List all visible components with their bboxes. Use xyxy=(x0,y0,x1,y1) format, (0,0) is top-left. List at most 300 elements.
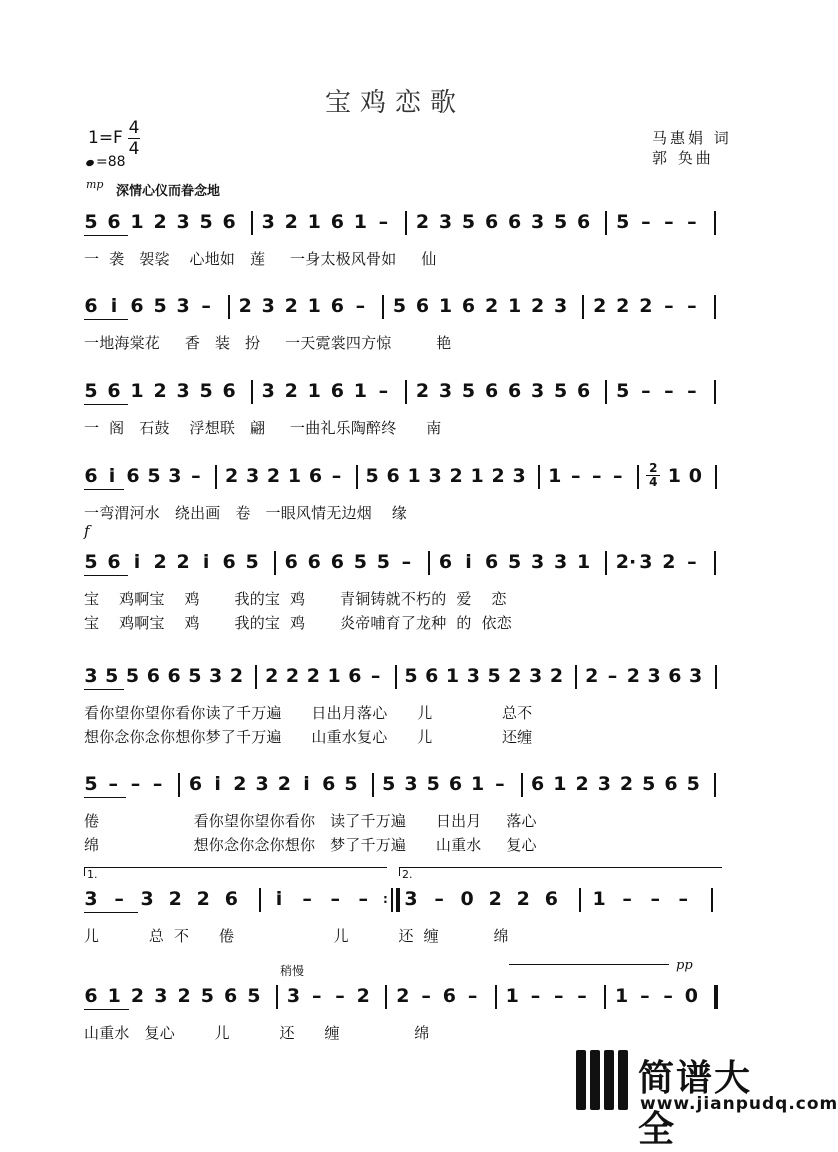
note: 6 xyxy=(415,295,430,317)
note: i xyxy=(108,465,116,487)
lyrics-line: 想你念你念你想你梦了千万遍 山重水复心 儿 还缠 xyxy=(84,728,533,746)
note: 6 xyxy=(307,551,321,573)
note: 0 xyxy=(684,985,699,1007)
note: 3 xyxy=(255,773,269,795)
note: – xyxy=(114,888,124,910)
note: 5 xyxy=(84,773,98,795)
lyrics-line: 一 阁 石鼓 浮想联 翩 一曲礼乐陶醉终 南 xyxy=(84,419,442,437)
barline xyxy=(274,551,276,575)
note: 2 xyxy=(265,665,279,687)
note: 5 xyxy=(245,551,259,573)
logo-text: 简谱大全 xyxy=(638,1058,753,1150)
note: – xyxy=(687,551,697,573)
beam-underline xyxy=(84,912,138,913)
lyrics-line: 一弯渭河水 绕出画 卷 一眼风情无边烟 缘 xyxy=(84,504,407,522)
note: 6 xyxy=(330,380,344,402)
score-system xyxy=(84,292,730,352)
notes-row xyxy=(84,377,730,407)
note: 2 xyxy=(284,211,298,233)
note: 5 xyxy=(554,380,568,402)
note: 6 xyxy=(222,211,236,233)
note: – xyxy=(434,888,444,910)
time-signature xyxy=(128,118,140,159)
note: 3 xyxy=(176,211,190,233)
note: 3 xyxy=(261,295,275,317)
notes-row xyxy=(84,462,730,492)
note: – xyxy=(378,380,389,402)
barline xyxy=(495,985,497,1009)
note: 3 xyxy=(466,665,480,687)
note: 0 xyxy=(460,888,474,910)
note: 6 xyxy=(107,380,121,402)
note: 6 xyxy=(84,465,98,487)
note: 2 xyxy=(619,773,634,795)
note: 5 xyxy=(554,211,568,233)
note: 6 xyxy=(222,551,236,573)
note: 5 xyxy=(616,380,630,402)
note: 2 xyxy=(153,211,167,233)
note: i xyxy=(133,551,141,573)
note: 2 xyxy=(229,665,244,687)
note: 6 xyxy=(484,551,499,573)
note: 3 xyxy=(529,665,543,687)
logo-url: www.jianpudq.com xyxy=(640,1094,838,1114)
lyrics-line: 宝 鸡啊宝 鸡 我的宝 鸡 青铜铸就不朽的 爱 恋 xyxy=(84,590,507,608)
beam-underline xyxy=(84,797,126,798)
note: 2 xyxy=(176,551,190,573)
note: 0 xyxy=(688,465,702,487)
note: 5 xyxy=(188,665,202,687)
note: – xyxy=(201,295,211,317)
note: 6 xyxy=(188,773,203,795)
barline xyxy=(259,888,261,912)
note: – xyxy=(495,773,505,795)
note: 1 xyxy=(614,985,629,1007)
note: 3 xyxy=(140,888,154,910)
note: 2 xyxy=(415,380,430,402)
note: 6 xyxy=(222,380,236,402)
note: 2 xyxy=(285,665,300,687)
beam-underline xyxy=(84,319,128,320)
note: 6 xyxy=(448,773,463,795)
note: 2 xyxy=(488,888,502,910)
note: 1 xyxy=(287,465,302,487)
note: 3 xyxy=(404,888,418,910)
note: 3 xyxy=(530,551,545,573)
note: – xyxy=(130,773,141,795)
note: 1 xyxy=(107,985,121,1007)
note: – xyxy=(622,888,632,910)
note: 3 xyxy=(245,465,260,487)
note: 6 xyxy=(544,888,558,910)
score-system xyxy=(84,770,730,854)
note: 1 xyxy=(407,465,421,487)
note: 1 xyxy=(445,665,460,687)
note: 3 xyxy=(438,211,453,233)
score-system xyxy=(84,868,730,945)
note: 5 xyxy=(392,295,407,317)
note: 1 xyxy=(353,211,367,233)
note: 2 xyxy=(130,985,145,1007)
note: 5 xyxy=(382,773,396,795)
note: 3 xyxy=(209,665,223,687)
note: 6 xyxy=(284,551,298,573)
note: 3 xyxy=(438,380,453,402)
note: 2 xyxy=(284,380,298,402)
note: 3 xyxy=(286,985,301,1007)
note: – xyxy=(331,465,342,487)
beam-underline xyxy=(84,235,128,236)
note: – xyxy=(687,380,697,402)
barline xyxy=(382,295,384,319)
tempo-value: =88 xyxy=(96,154,126,170)
notes-row xyxy=(84,208,730,238)
barline xyxy=(605,380,607,404)
note: 5 xyxy=(353,551,367,573)
note: 3 xyxy=(428,465,442,487)
note: 1 xyxy=(470,465,484,487)
lyrics-line: 看你望你望你看你读了千万遍 日出月落心 儿 总不 xyxy=(84,704,533,722)
note: 3 xyxy=(404,773,418,795)
beam-underline xyxy=(84,575,128,576)
note: 6 xyxy=(322,773,336,795)
note: 6 xyxy=(330,295,344,317)
note: 1 xyxy=(553,773,567,795)
note: i xyxy=(202,551,210,573)
note: 5 xyxy=(507,551,522,573)
barline xyxy=(405,211,407,235)
note: 3 xyxy=(261,380,275,402)
note: 2 xyxy=(585,665,599,687)
final-barline xyxy=(714,985,718,1009)
note: 3 xyxy=(530,211,545,233)
note: 1 xyxy=(327,665,341,687)
first-ending-bracket: 1. xyxy=(84,867,387,876)
note: – xyxy=(641,211,651,233)
note: 1 xyxy=(130,211,144,233)
note: 2· xyxy=(615,551,637,573)
note: 5 xyxy=(461,380,476,402)
note: 2 xyxy=(177,985,191,1007)
barline xyxy=(605,211,607,235)
note: 2 xyxy=(196,888,210,910)
note: 6 xyxy=(130,295,144,317)
note: 2 xyxy=(616,295,630,317)
barline xyxy=(395,665,397,689)
score-system xyxy=(84,461,730,522)
barline xyxy=(521,773,523,797)
note: 1 xyxy=(592,888,606,910)
note: – xyxy=(355,295,366,317)
note: 6 xyxy=(664,773,678,795)
barline xyxy=(251,211,253,235)
note: – xyxy=(678,888,689,910)
barline xyxy=(215,465,217,489)
note: 2 xyxy=(575,773,589,795)
note: 6 xyxy=(330,551,344,573)
note: 1 xyxy=(130,380,144,402)
note: 2 xyxy=(306,665,320,687)
note: – xyxy=(664,211,674,233)
note: 3 xyxy=(639,551,653,573)
note: 2 xyxy=(153,380,167,402)
key-signature: 1=F xyxy=(88,128,123,148)
note: 6 xyxy=(577,211,591,233)
note: 2 xyxy=(168,888,182,910)
note: 2 xyxy=(639,295,653,317)
beam-underline xyxy=(84,489,124,490)
note: – xyxy=(358,888,369,910)
barline xyxy=(575,665,577,689)
time-signature-top: 4 xyxy=(128,118,140,138)
note: 3 xyxy=(261,211,275,233)
note: 1 xyxy=(577,551,591,573)
time-signature-change: 2 4 xyxy=(646,462,660,489)
song-title: 宝鸡恋歌 xyxy=(324,88,465,118)
note: 3 xyxy=(168,465,182,487)
note: 3 xyxy=(512,465,526,487)
note: 6 xyxy=(126,465,140,487)
note: 6 xyxy=(461,295,476,317)
note: 3 xyxy=(176,380,190,402)
note: – xyxy=(311,985,322,1007)
note: 2 xyxy=(549,665,564,687)
note: 3 xyxy=(176,295,190,317)
note: 2 xyxy=(491,465,505,487)
note: – xyxy=(330,888,340,910)
note: 1 xyxy=(353,380,367,402)
note: – xyxy=(378,211,389,233)
note: 3 xyxy=(530,380,545,402)
note: – xyxy=(664,380,674,402)
note: i xyxy=(110,295,118,317)
tempo-change-text: 稍慢 xyxy=(280,964,305,978)
decrescendo-hairpin xyxy=(509,964,669,965)
note: – xyxy=(570,465,581,487)
note: 6 xyxy=(146,665,160,687)
note: – xyxy=(530,985,541,1007)
note: 5 xyxy=(147,465,161,487)
score-system xyxy=(84,208,730,268)
score-system xyxy=(84,958,730,1042)
note: 6 xyxy=(330,211,344,233)
note: – xyxy=(577,985,587,1007)
note: 5 xyxy=(84,551,98,573)
note: 3 xyxy=(689,665,703,687)
barline xyxy=(637,465,639,489)
note: 2 xyxy=(356,985,370,1007)
note: 2 xyxy=(277,773,291,795)
note: 6 xyxy=(84,985,98,1007)
note: 2 xyxy=(484,295,499,317)
repeat-barline-thick xyxy=(396,888,400,912)
note: 6 xyxy=(484,380,499,402)
barline xyxy=(714,380,716,404)
note: 6 xyxy=(531,773,545,795)
note: 6 xyxy=(167,665,181,687)
note: 2 xyxy=(516,888,530,910)
note: – xyxy=(612,465,623,487)
barline xyxy=(251,380,253,404)
note: 3 xyxy=(84,888,98,910)
note: 2 xyxy=(284,295,298,317)
barline xyxy=(178,773,180,797)
note: 2 xyxy=(233,773,247,795)
note: 3 xyxy=(554,551,568,573)
note: i xyxy=(275,888,283,910)
repeat-dots: : xyxy=(382,892,388,906)
note: 3 xyxy=(154,985,168,1007)
barline xyxy=(276,985,278,1009)
barline xyxy=(538,465,540,489)
note: 3 xyxy=(597,773,611,795)
note: 5 xyxy=(642,773,656,795)
score-system xyxy=(84,662,730,746)
lyrics-line: 一地海棠花 香 装 扮 一天霓裳四方惊 艳 xyxy=(84,334,452,352)
note: 5 xyxy=(125,665,140,687)
notes-row xyxy=(84,770,730,800)
note: 1 xyxy=(471,773,485,795)
barline xyxy=(405,380,407,404)
note: 5 xyxy=(200,985,214,1007)
note: 1 xyxy=(548,465,562,487)
note: 5 xyxy=(426,773,440,795)
note: 6 xyxy=(507,380,522,402)
quarter-note-icon xyxy=(85,159,95,167)
note: 5 xyxy=(404,665,418,687)
note: 6 xyxy=(224,985,238,1007)
note: – xyxy=(108,773,118,795)
note: 3 xyxy=(554,295,568,317)
note: 5 xyxy=(344,773,358,795)
note: 3 xyxy=(647,665,661,687)
dynamic-end: pp xyxy=(676,958,693,973)
note: 2 xyxy=(396,985,410,1007)
note: 6 xyxy=(668,665,682,687)
score-system xyxy=(84,522,730,632)
note: 5 xyxy=(105,665,119,687)
second-ending-bracket: 2. xyxy=(399,867,722,876)
barline xyxy=(711,888,713,912)
note: 1 xyxy=(307,380,321,402)
note: 6 xyxy=(484,211,499,233)
note: 1 xyxy=(507,295,522,317)
barline xyxy=(604,985,606,1009)
note: – xyxy=(687,295,697,317)
note: – xyxy=(421,985,431,1007)
note: – xyxy=(370,665,381,687)
note: 2 xyxy=(593,295,607,317)
note: 6 xyxy=(438,551,453,573)
barline xyxy=(605,551,607,575)
time-signature-bottom: 4 xyxy=(128,139,140,159)
note: – xyxy=(302,888,312,910)
barline xyxy=(714,773,716,797)
note: – xyxy=(650,888,660,910)
note: 5 xyxy=(365,465,379,487)
note: 3 xyxy=(84,665,98,687)
note: 2 xyxy=(626,665,640,687)
note: 5 xyxy=(616,211,630,233)
note: 6 xyxy=(107,551,121,573)
barline xyxy=(372,773,374,797)
note: 2 xyxy=(662,551,676,573)
note: – xyxy=(640,985,650,1007)
notes-row xyxy=(84,548,730,578)
barline xyxy=(715,665,717,689)
note: 1 xyxy=(667,465,681,487)
note: 5 xyxy=(487,665,501,687)
note: 1 xyxy=(307,211,321,233)
note: – xyxy=(191,465,201,487)
note: 5 xyxy=(199,380,213,402)
notes-row xyxy=(84,885,730,915)
barline xyxy=(714,211,716,235)
lyrics-line: 山重水 复心 儿 还 缠 绵 xyxy=(84,1024,430,1042)
barline xyxy=(715,465,717,489)
note: 1 xyxy=(505,985,519,1007)
composer: 郭 奂曲 xyxy=(652,149,714,167)
note: 6 xyxy=(84,295,98,317)
note: – xyxy=(335,985,345,1007)
note: – xyxy=(607,665,618,687)
lyrics-line: 儿 总 不 倦 儿 还 缠 绵 xyxy=(84,927,509,945)
barline xyxy=(714,295,716,319)
note: i xyxy=(303,773,310,795)
note: 5 xyxy=(199,211,213,233)
note: 6 xyxy=(308,465,323,487)
note: 5 xyxy=(84,380,98,402)
note: – xyxy=(663,985,673,1007)
lyrics-line: 一 袭 袈裟 心地如 莲 一身太极风骨如 仙 xyxy=(84,250,437,268)
note: 5 xyxy=(153,295,167,317)
note: 2 xyxy=(153,551,167,573)
note: 6 xyxy=(507,211,522,233)
note: 6 xyxy=(386,465,400,487)
barline xyxy=(356,465,358,489)
note: – xyxy=(401,551,412,573)
barline xyxy=(714,551,716,575)
note: 6 xyxy=(348,665,362,687)
notes-row xyxy=(84,982,730,1012)
note: 2 xyxy=(238,295,252,317)
note: 2 xyxy=(224,465,239,487)
site-logo xyxy=(576,1050,838,1150)
note: – xyxy=(152,773,163,795)
lyrics-line: 倦 看你望你望你看你 读了千万遍 日出月 落心 xyxy=(84,812,537,830)
tempo-marking xyxy=(86,154,126,170)
note: – xyxy=(664,295,674,317)
score-system xyxy=(84,377,730,437)
barline xyxy=(228,295,230,319)
piano-icon xyxy=(576,1050,632,1110)
beam-underline xyxy=(84,1009,129,1010)
note: 6 xyxy=(107,211,121,233)
lyricist: 马惠娟 词 xyxy=(652,129,732,147)
credits xyxy=(652,128,732,168)
barline xyxy=(255,665,257,689)
notes-row xyxy=(84,662,730,692)
beam-underline xyxy=(84,689,124,690)
note: 1 xyxy=(438,295,453,317)
forte-marking: f xyxy=(84,522,90,540)
notes-row xyxy=(84,292,730,322)
note: 5 xyxy=(84,211,98,233)
barline xyxy=(582,295,584,319)
barline xyxy=(579,888,581,912)
note: 2 xyxy=(266,465,281,487)
note: 1 xyxy=(307,295,321,317)
